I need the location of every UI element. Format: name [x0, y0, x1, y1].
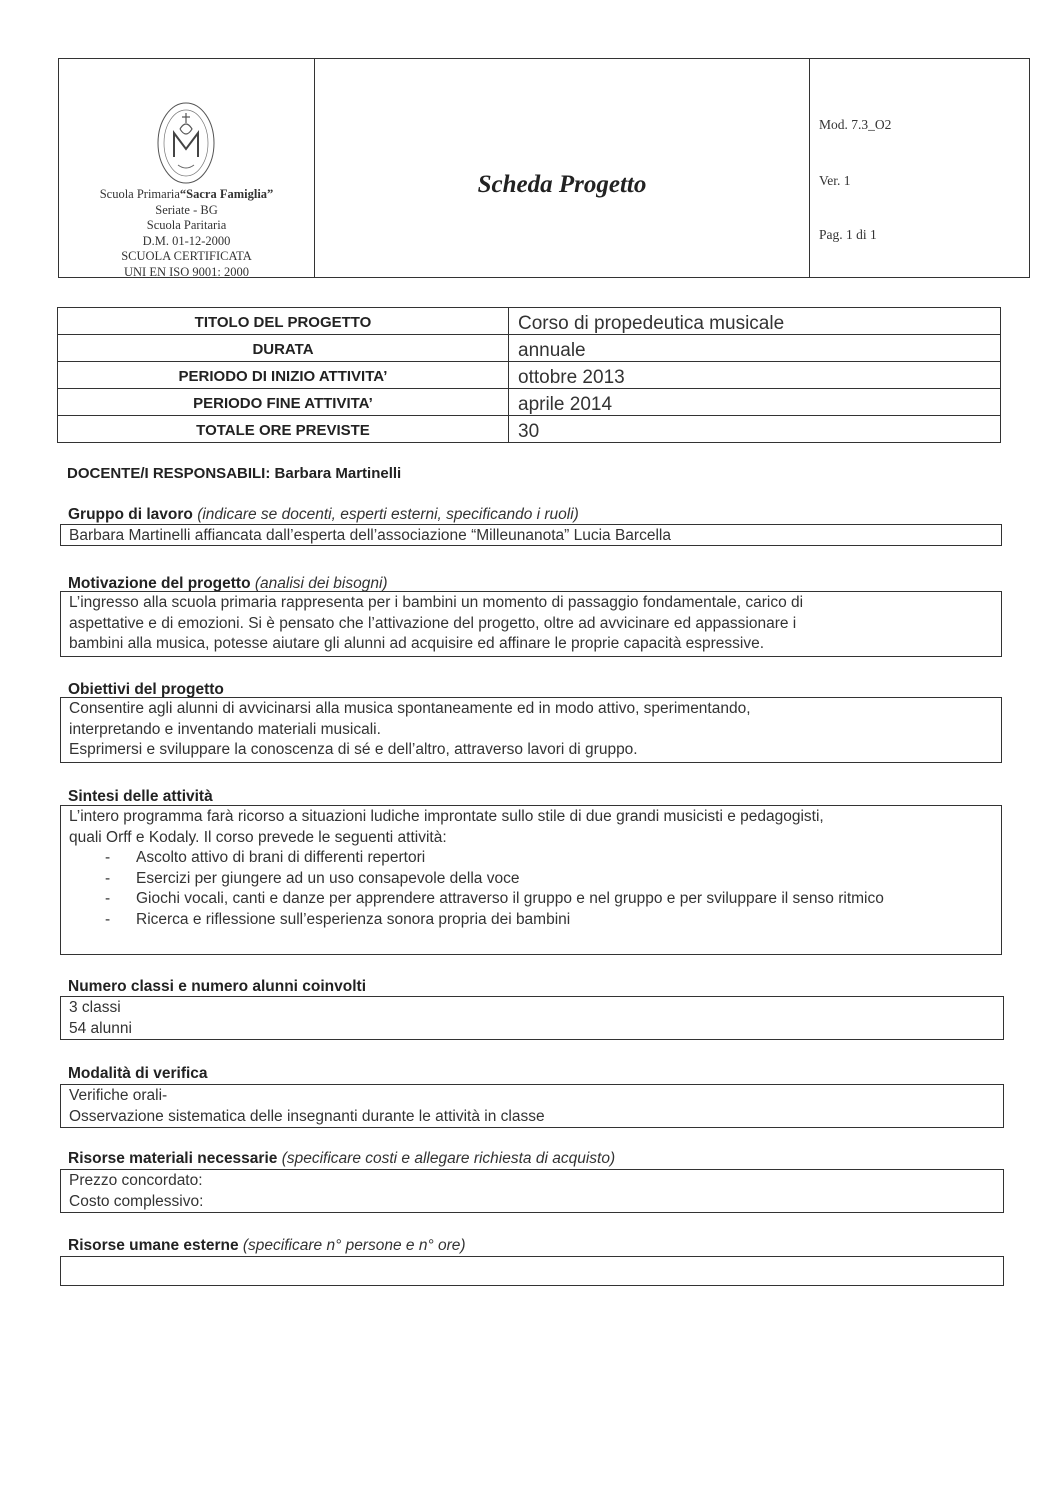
table-row — [58, 389, 1001, 416]
info-key: TOTALE ORE PREVISTE — [58, 416, 509, 443]
responsible-teachers: DOCENTE/I RESPONSABILI: Barbara Martinelli — [67, 465, 402, 482]
activity-text: Ascolto attivo di brani di differenti repertori — [136, 849, 426, 866]
risorse-line: Prezzo concordato: — [69, 1172, 203, 1189]
bullet-dash: - — [105, 890, 111, 907]
section-title-risorse-umane: Risorse umane esterne (specificare n° persone e n° ore) — [68, 1237, 466, 1254]
numero-box — [60, 996, 1004, 1040]
school-name: Scuola Primaria“Sacra Famiglia” — [99, 187, 274, 201]
activity-text: Giochi vocali, canti e danze per apprendere attraverso il gruppo e nel gruppo e per sviluppare il senso ritmico — [136, 890, 884, 907]
info-value: 30 — [509, 416, 1001, 443]
info-value: annuale — [509, 335, 1001, 362]
table-row — [58, 308, 1001, 335]
version: Ver. 1 — [819, 173, 851, 188]
obiettivi-box — [60, 697, 1002, 763]
table-row — [58, 362, 1001, 389]
risorse-line: Costo complessivo: — [69, 1192, 204, 1210]
document-header — [58, 58, 1030, 278]
list-item — [69, 848, 1001, 869]
motivazione-line: L’ingresso alla scuola primaria rappresenta per i bambini un momento di passaggio fondamentale, carico di — [69, 594, 804, 611]
obiettivi-line: Consentire agli alunni di avvicinarsi alla musica spontaneamente ed in modo attivo, sperimentando, — [69, 700, 751, 717]
verifica-line: Osservazione sistematica delle insegnanti durante le attività in classe — [69, 1107, 545, 1125]
school-city: Seriate - BG — [155, 202, 218, 217]
title-cell — [315, 59, 810, 277]
school-details — [59, 187, 314, 280]
verifica-box — [60, 1084, 1004, 1128]
section-title-risorse-materiali: Risorse materiali necessarie (specificare costi e allegare richiesta di acquisto) — [68, 1150, 616, 1167]
page-count: Pag. 1 di 1 — [819, 227, 877, 242]
gruppo-text: Barbara Martinelli affiancata dall’esperta dell’associazione “Milleunanota” Lucia Barcella — [69, 527, 671, 544]
info-value: aprile 2014 — [509, 389, 1001, 416]
table-row — [58, 335, 1001, 362]
motivazione-line: bambini alla musica, potesse aiutare gli alunni ad acquisire ed affinare le proprie capacità espressive. — [69, 635, 765, 652]
document-title: Scheda Progetto — [477, 171, 647, 198]
school-seal-logo — [154, 99, 218, 187]
numero-line: 3 classi — [69, 999, 121, 1016]
sintesi-line: quali Orff e Kodaly. Il corso prevede le seguenti attività: — [69, 828, 447, 846]
list-item — [69, 889, 1001, 910]
bullet-dash: - — [105, 869, 111, 887]
gruppo-box — [60, 524, 1002, 546]
info-key: DURATA — [58, 335, 509, 362]
sintesi-box — [60, 805, 1002, 955]
section-title-verifica: Modalità di verifica — [68, 1065, 208, 1082]
numero-line: 54 alunni — [69, 1019, 132, 1037]
motivazione-box — [60, 591, 1002, 657]
school-decree: D.M. 01-12-2000 — [142, 233, 231, 248]
info-value: ottobre 2013 — [509, 362, 1001, 389]
school-type: Scuola Paritaria — [146, 218, 227, 232]
school-info-cell — [59, 59, 315, 277]
info-key: PERIODO DI INIZIO ATTIVITA’ — [58, 362, 509, 389]
section-title-sintesi: Sintesi delle attività — [68, 788, 213, 805]
risorse-umane-box — [60, 1256, 1004, 1286]
activity-list — [69, 848, 1001, 930]
list-item — [69, 869, 1001, 890]
section-title-numero: Numero classi e numero alunni coinvolti — [68, 978, 367, 995]
activity-text: Ricerca e riflessione sull’esperienza sonora propria dei bambini — [136, 910, 571, 928]
school-iso: UNI EN ISO 9001: 2000 — [124, 264, 249, 279]
verifica-line: Verifiche orali- — [69, 1087, 168, 1104]
obiettivi-line: Esprimersi e sviluppare la conoscenza di sé e dell’altro, attraverso lavori di gruppo. — [69, 741, 638, 758]
document-meta-cell — [810, 59, 1029, 277]
section-title-gruppo: Gruppo di lavoro (indicare se docenti, esperti esterni, specificando i ruoli) — [68, 506, 579, 523]
bullet-dash: - — [105, 910, 111, 928]
info-value: Corso di propedeutica musicale — [509, 308, 1001, 335]
project-info-table — [57, 307, 1001, 443]
risorse-materiali-box — [60, 1169, 1004, 1213]
info-key: PERIODO FINE ATTIVITA’ — [58, 389, 509, 416]
module-code: Mod. 7.3_O2 — [819, 117, 892, 132]
obiettivi-line: interpretando e inventando materiali musicali. — [69, 720, 381, 738]
activity-text: Esercizi per giungere ad un uso consapevole della voce — [136, 869, 520, 887]
table-row — [58, 416, 1001, 443]
list-item — [69, 910, 1001, 931]
school-certified: SCUOLA CERTIFICATA — [121, 249, 252, 263]
motivazione-line: aspettative e di emozioni. Si è pensato che l’attivazione del progetto, oltre ad avvicinare ed appassionare i — [69, 614, 797, 632]
section-title-motivazione: Motivazione del progetto (analisi dei bisogni) — [68, 575, 388, 592]
bullet-dash: - — [105, 849, 111, 866]
sintesi-line: L’intero programma farà ricorso a situazioni ludiche improntate sullo stile di due grandi musicisti e pedagogisti, — [69, 808, 824, 825]
section-title-obiettivi: Obiettivi del progetto — [68, 681, 224, 698]
info-key: TITOLO DEL PROGETTO — [58, 308, 509, 335]
